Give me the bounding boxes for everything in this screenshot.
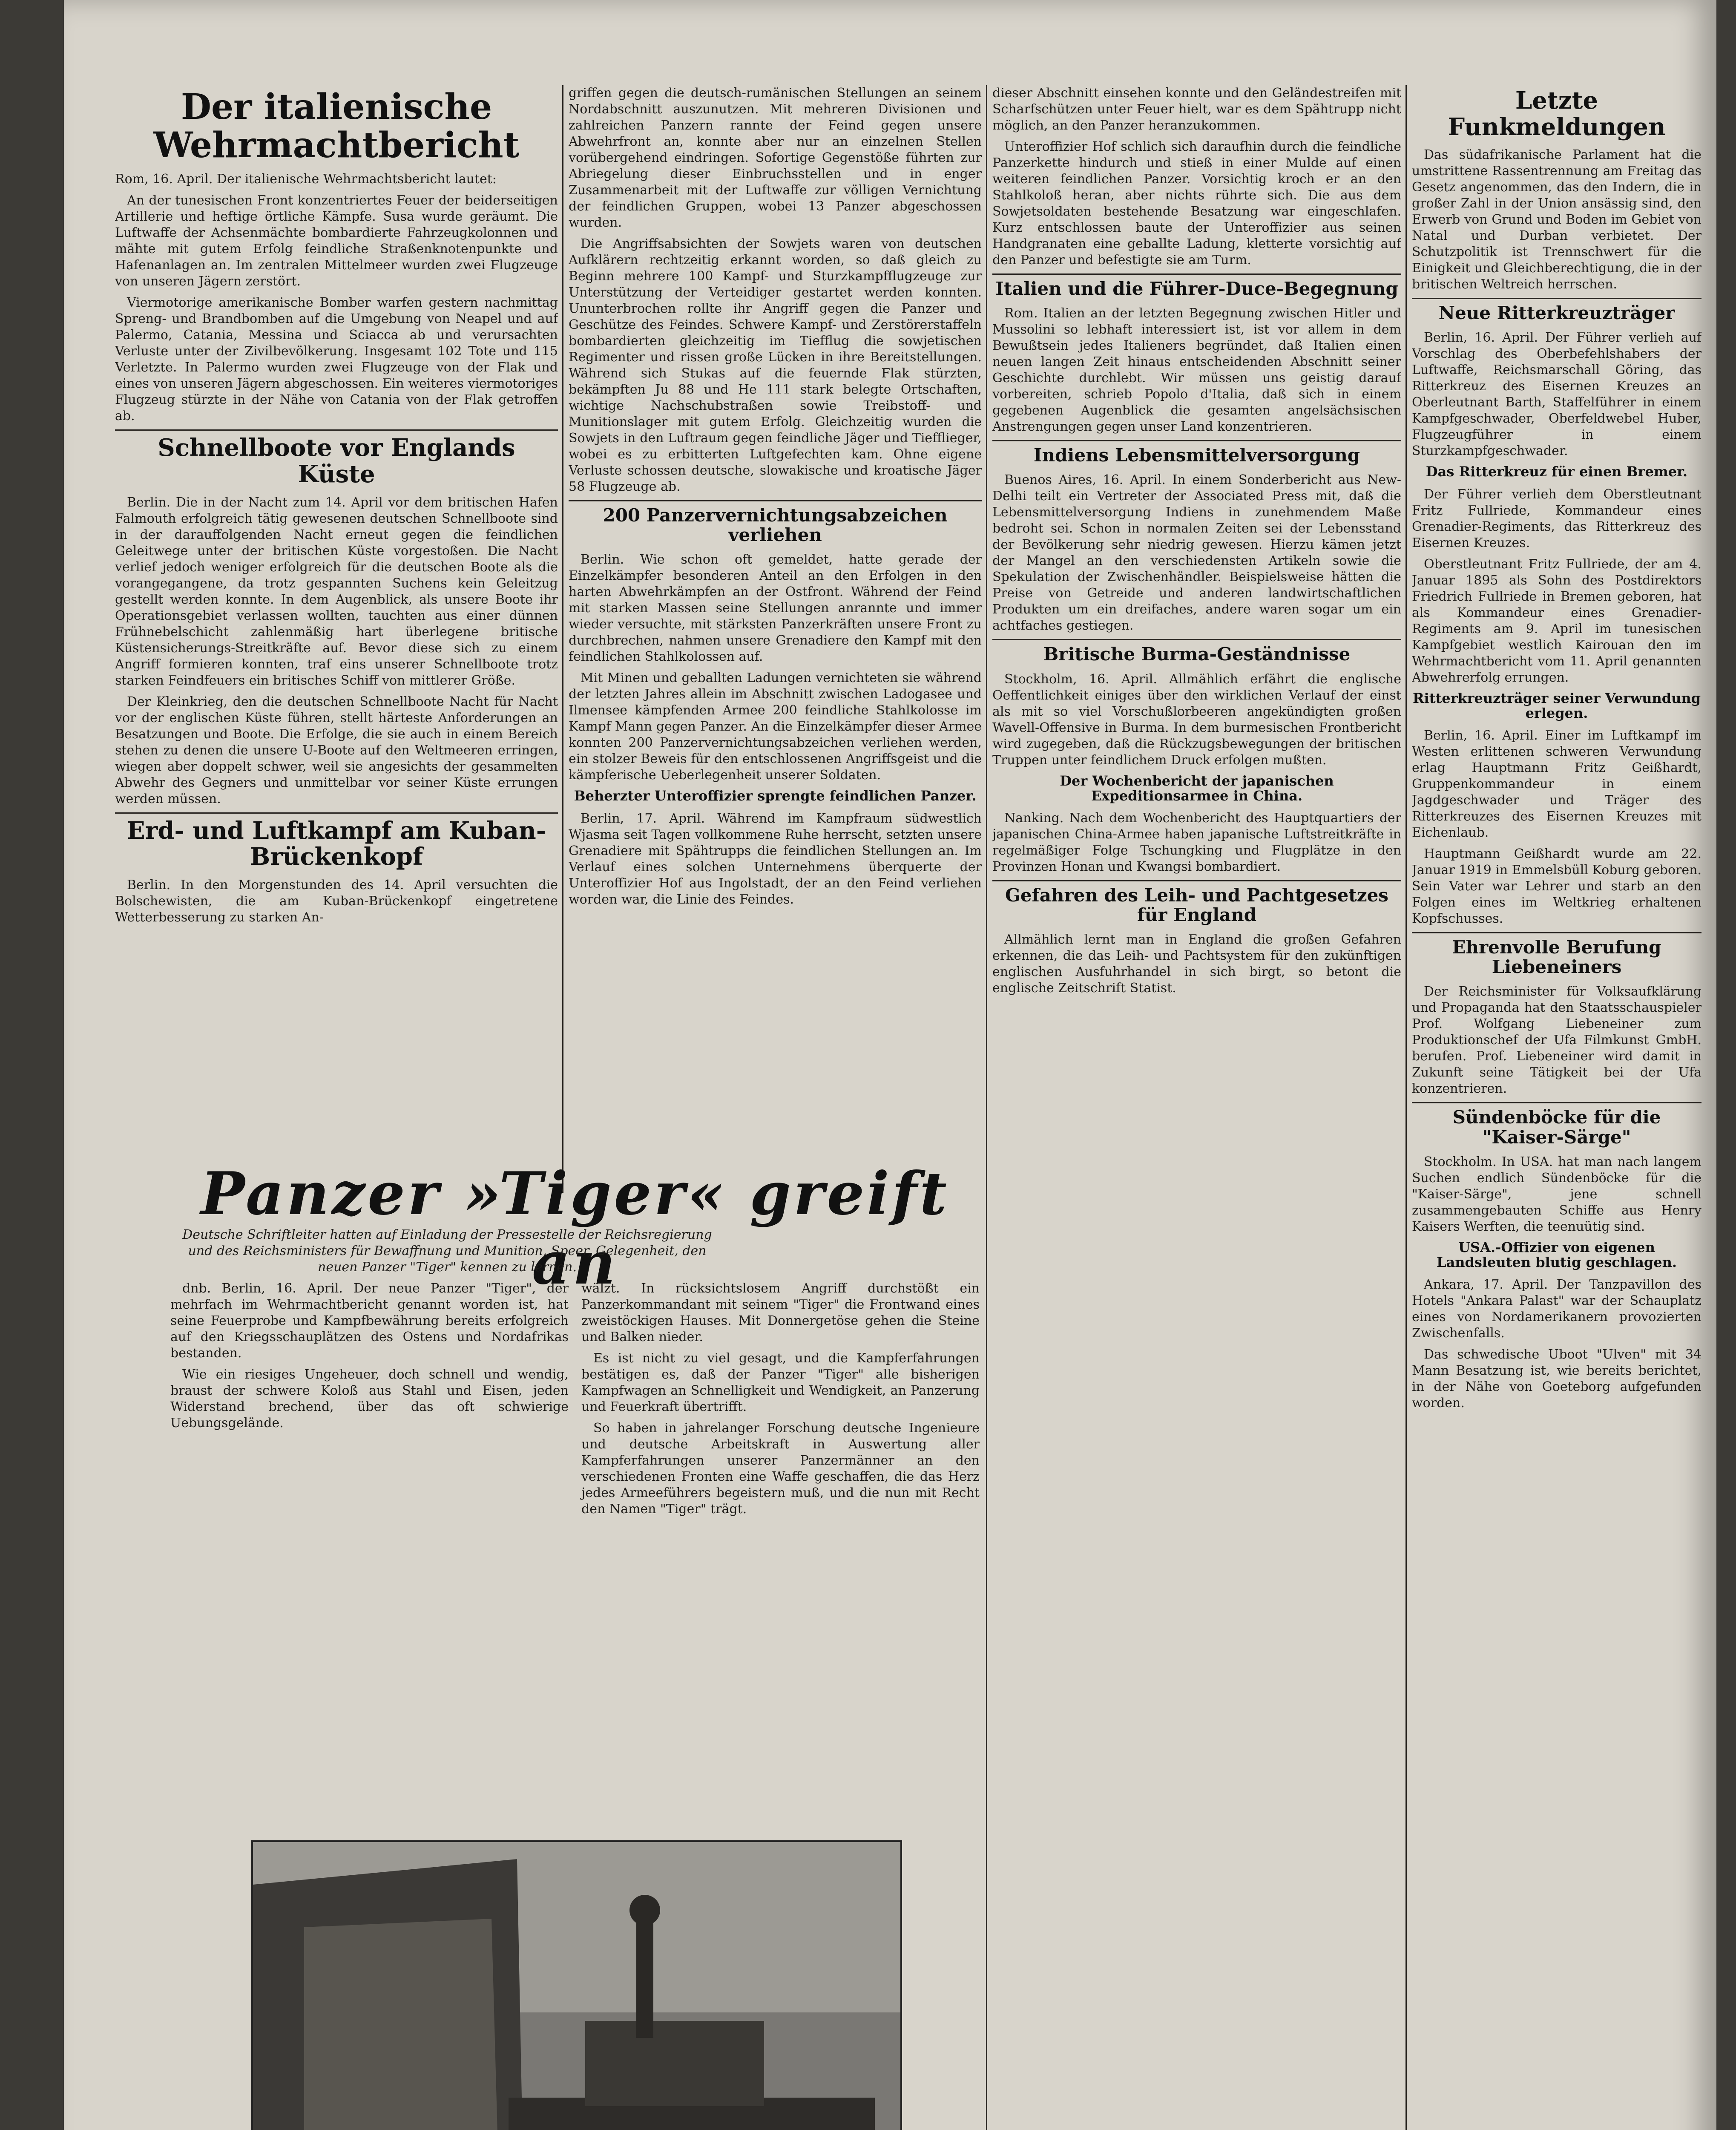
article-paragraph: griffen gegen die deutsch-rumänischen Stellungen an seinem Nordabschnitt auszunutzen. Mit mehreren Divisionen und zahlreichen Panzern rannte der Feind gegen unsere Abwehrfront an, konnte aber nur an einzelnen Stellen vorübergehend eindringen. Sofortige Gegenstöße führten zur Abriegelung dieser Einbruchsstellen und in enger Zusammenarbeit mit der Luftwaffe zur völligen Vernichtung der feindlichen Gruppen, wobei 13 Panzer abgeschossen wurden. [569, 86, 982, 230]
divider [1412, 932, 1702, 933]
tiger-intro: Deutsche Schriftleiter hatten auf Einladung der Pressestelle der Reichsregierung und des Reichsministers für Bewaffnung und Munition, Speer, Gelegenheit, den neuen Panzer "Tiger" kennen zu lernen. [182, 1227, 712, 1275]
column-rule [562, 85, 563, 1193]
tiger-tank-photo [251, 1840, 902, 2130]
article-paragraph: Berlin. Wie schon oft gemeldet, hatte gerade der Einzelkämpfer besonderen Anteil an den Erfolgen in den harten Abwehrkämpfen an der Ostfront. Während der Feind mit starken Massen seine Stellungen anrannte und immer wieder versuchte, mit stärksten Panzerkräften unsere Front zu durchbrechen, nahmen unsere Grenadiere den Kampf mit den feindlichen Stahlkolossen auf. [569, 552, 982, 665]
article-paragraph: Unteroffizier Hof schlich sich daraufhin durch die feindliche Panzerkette hindurch und stieß in einer Mulde auf einen weiteren feindlichen Panzer. Vorsichtig kroch er an den Stahlkoloß heran, aber nichts rührte sich. Die aus dem Sowjetsoldaten bestehende Besatzung war eingeschlafen. Kurz entschlossen baute der Unteroffizier aus seinen Handgranaten eine geballte Ladung, kletterte vorsichtig auf den Panzer und befestigte sie am Turm. [992, 139, 1401, 268]
article-paragraph: Berlin, 17. April. Während im Kampfraum südwestlich Wjasma seit Tagen vollkommene Ruhe herrscht, setzten unsere Grenadiere mit Spähtrupps die feindlichen Stellungen an. Im Verlauf eines solchen Unternehmens überquerte der Unteroffizier Hof aus Ingolstadt, der an den Feind verliehen worden war, die Linie des Feindes. [569, 811, 982, 907]
article-paragraph: Die Angriffsabsichten der Sowjets waren von deutschen Aufklärern rechtzeitig erkannt worden, so daß gleich zu Beginn mehrere 100 Kampf- und Sturzkampfflugzeuge zur Unterstützung der Verteidiger gestartet werden konnten. Ununterbrochen rollte ihr Angriff gegen die Panzer und Geschütze des Feindes. Schwere Kampf- und Zerstörerstaffeln bombardierten gleichzeitig im Tiefflug die sowjetischen Regimenter und rissen große Lücken in ihre Bereitstellungen. Während sich Stukas auf die feuernde Flak stürzten, bekämpften Ju 88 und He 111 stark belegte Ortschaften, wichtige Nachschubstraßen sowie Treibstoff- und Munitionslager mit gutem Erfolg. Gleichzeitig wurden die Sowjets in den Luftraum gegen feindliche Jäger und Tiefflieger, wobei es zu erbitterten Luftgefechten kam. Ohne eigene Verluste schossen deutsche, slowakische und kroatische Jäger 58 Flugzeuge ab. [569, 236, 982, 494]
headline-tiger: Panzer »Tiger« greift an [201, 1159, 949, 1298]
article-paragraph: Berlin, 16. April. Einer im Luftkampf im Westen erlittenen schweren Verwundung erlag Hauptmann Fritz Geißhardt, Gruppenkommandeur in einem Jagdgeschwader und Träger des Ritterkreuzes des Eisernen Kreuzes mit Eichenlaub. [1412, 728, 1702, 840]
column-rule [1405, 85, 1407, 2130]
article-paragraph: Stockholm, 16. April. Allmählich erfährt die englische Oeffentlichkeit einiges über den wirklichen Verlauf der einst als mit so viel Vorschußlorbeeren angekündigten großen Wavell-Offensive in Burma. In dem burmesischen Frontbericht wird zugegeben, daß die Rückzugsbewegungen der britischen Truppen unter feindlichem Druck erfolgen mußten. [992, 671, 1401, 768]
article-paragraph: Das schwedische Uboot "Ulven" mit 34 Mann Besatzung ist, wie bereits berichtet, in der Nähe von Goeteborg aufgefunden worden. [1412, 1347, 1702, 1411]
article-paragraph: Es ist nicht zu viel gesagt, und die Kampferfahrungen bestätigen es, daß der Panzer "Tiger" alle bisherigen Kampfwagen an Schnelligkeit und Wendigkeit, an Panzerung und Feuerkraft übertrifft. [581, 1351, 980, 1414]
article-paragraph: Nanking. Nach dem Wochenbericht des Hauptquartiers der japanischen China-Armee haben japanische Luftstreitkräfte in regelmäßiger Folge Tschungking und Flugplätze in den Provinzen Honan und Kwangsi bombardiert. [992, 810, 1401, 874]
headline-leih-pacht: Gefahren des Leih- und Pachtgesetzes für England [1005, 884, 1388, 926]
headline-unteroffizier: Beherzter Unteroffizier sprengte feindlichen Panzer. [574, 788, 977, 804]
headline-panzervernichtung: 200 Panzervernichtungsabzeichen verliehen [603, 505, 948, 546]
tank-image [253, 1842, 900, 2130]
tiger-article [170, 1227, 980, 1832]
divider [992, 440, 1401, 441]
column-3 [992, 85, 1401, 2130]
headline-ritterkreuztraeger: Neue Ritterkreuzträger [1438, 302, 1675, 324]
column-4 [1412, 85, 1702, 2130]
article-paragraph: dnb. Berlin, 16. April. Der neue Panzer "Tiger", der mehrfach im Wehrmachtbericht genannt worden ist, hat seine Feuerprobe und Kampfbewährung bereits erfolgreich auf den Kriegsschauplätzen des Ostens und Nordafrikas bestanden. [170, 1281, 569, 1361]
divider [992, 273, 1401, 275]
divider [115, 429, 558, 431]
article-paragraph: wälzt. In rücksichtslosem Angriff durchstößt ein Panzerkommandant mit seinem "Tiger" die Frontwand eines zweistöckigen Hauses. Mit Donnergetöse gehen die Steine und Balken nieder. [581, 1281, 980, 1344]
divider [115, 812, 558, 814]
article-paragraph: Mit Minen und geballten Ladungen vernichteten sie während der letzten Jahres allein im Abschnitt zwischen Ladogasee und Ilmensee kämpfenden Armee 200 feindliche Stahlkolosse im Kampf Mann gegen Panzer. An die Einzelkämpfer dieser Armee konnten 200 Panzervernichtungsabzeichen verliehen werden, ein stolzer Beweis für den entschlossenen Angriffsgeist und die kämpferische Ueberlegenheit unserer Soldaten. [569, 671, 982, 783]
headline-usa-offizier: USA.-Offizier von eigenen Landsleuten blutig geschlagen. [1437, 1239, 1677, 1270]
article-paragraph: Berlin. Die in der Nacht zum 14. April vor dem britischen Hafen Falmouth erfolgreich tätig gewesenen deutschen Schnellboote sind in der darauffolgenden Nacht erneut gegen die feindlichen Geleitwege unter der britischen Küste vorgestoßen. Die Nacht verlief jedoch weniger erfolgreich für die deutschen Boote als die vorangegangene, da trotz gespannten Suchens kein Geleitzug gestellt werden konnte. In dem Augenblick, als unsere Boote ihr Operationsgebiet verlassen wollten, tauchten aus einer dünnen Frühnebelschicht zahlenmäßig hart überlegene britische Küstensicherungs-Streitkräfte auf. Bevor diese sich zu einem Angriff formieren konnten, traf eins unserer Schnellboote trotz starken Feindfeuers ein britisches Schiff von mittlerer Größe. [115, 495, 558, 688]
article-paragraph: Der Kleinkrieg, den die deutschen Schnellboote Nacht für Nacht vor der englischen Küste führen, stellt härteste Anforderungen an Besatzungen und Boote. Die Erfolge, die sie auch in einem Bereich stehen zu denen die unsere U-Boote auf den Weltmeeren erringen, wiegen aber doppelt schwer, weil sie angesichts der gesammelten Abwehr des Gegners und unmittelbar vor seiner Küste errungen werden müssen. [115, 694, 558, 806]
article-intro: Rom, 16. April. Der italienische Wehrmachtsbericht lautet: [115, 172, 497, 187]
column-2 [569, 85, 982, 1201]
column-1 [115, 85, 558, 1201]
article-paragraph: Der Reichsminister für Volksaufklärung und Propaganda hat den Staatsschauspieler Prof. Wolfgang Liebeneiner zum Produktionschef der Ufa Filmkunst GmbH. berufen. Prof. Liebeneiner wird damit in Zukunft seine Tätigkeit bei der Ufa konzentrieren. [1412, 984, 1702, 1097]
article-paragraph: Viermotorige amerikanische Bomber warfen gestern nachmittag Spreng- und Brandbomben auf die Umgebung von Neapel und auf Palermo, Catania, Messina und Sciacca ab und verursachten Verluste unter der Zivilbevölkerung. Insgesamt 102 Tote und 115 Verletzte. In Palermo wurden zwei Flugzeuge von der Flak und eines von unseren Jägern abgeschossen. Ein weiteres viermotoriges Flugzeug stürzte in der Nähe von Catania von der Flak getroffen ab. [115, 295, 558, 424]
article-paragraph: Wie ein riesiges Ungeheuer, doch schnell und wendig, braust der schwere Koloß aus Stahl und Eisen, jeden Widerstand brechend, über das oft schwierige Uebungsgelände. [170, 1367, 569, 1431]
article-paragraph: Allmählich lernt man in England die großen Gefahren erkennen, die das Leih- und Pachtsystem für den zukünftigen englischen Ausfuhrhandel in sich birgt, so betont die englische Zeitschrift Statist. [992, 932, 1401, 996]
divider [1412, 298, 1702, 299]
headline-kuban: Erd- und Luftkampf am Kuban-Brückenkopf [127, 816, 546, 871]
article-paragraph: Rom. Italien an der letzten Begegnung zwischen Hitler und Mussolini so lebhaft interessiert ist, ist vor allem in dem Bewußtsein jedes Italieners begründet, daß Italien einen neuen langen Zeit hinaus entscheidenden Abschnitt seiner Geschichte durchlebt. Wir müssen uns geistig darauf vorbereiten, schrieb Popolo d'Italia, daß sich in einem gegebenen Augenblick die gesamten angelsächsischen Anstrengungen gegen unser Land konzentrieren. [992, 306, 1401, 435]
article-paragraph: Das südafrikanische Parlament hat die umstrittene Rassentrennung am Freitag das Gesetz angenommen, das den Indern, die in großer Zahl in der Union ansässig sind, den Erwerb von Grund und Boden im Gebiet von Natal und Durban verbietet. Der Schutzpolitik ist Trennschwert für die Einigkeit und Gleichberechtigung, die in der britischen Weltreich herrschen. [1412, 147, 1702, 292]
headline-verwundung: Ritterkreuzträger seiner Verwundung erlegen. [1412, 690, 1701, 721]
headline-schnellboote: Schnellboote vor Englands Küste [158, 434, 515, 488]
article-paragraph: Berlin, 16. April. Der Führer verlieh auf Vorschlag des Oberbefehlshabers der Luftwaffe, Reichsmarschall Göring, das Ritterkreuz des Eisernen Kreuzes an Oberleutnant Barth, Staffelführer in einem Kampfgeschwader, Oberfeldwebel Huber, Flugzeugführer in einem Sturzkampfgeschwader. [1412, 330, 1702, 459]
headline-indien: Indiens Lebensmittelversorgung [1033, 445, 1360, 466]
divider [992, 880, 1401, 881]
article-paragraph: Stockholm. In USA. hat man nach langem Suchen endlich Sündenböcke für die "Kaiser-Särge", jene schnell zusammengebauten Schiffe aus Henry Kaisers Werften, die teenuütig sind. [1412, 1154, 1702, 1234]
headline-bremer: Das Ritterkreuz für einen Bremer. [1426, 463, 1688, 480]
headline-wehrmachtbericht: Der italienische Wehrmachtbericht [153, 86, 520, 166]
article-paragraph: dieser Abschnitt einsehen konnte und den Geländestreifen mit Scharfschützen unter Feuer hielt, war es dem Spähtrupp nicht möglich, an den Panzer heranzukommen. [992, 86, 1401, 133]
divider [1412, 1102, 1702, 1103]
article-paragraph: So haben in jahrelanger Forschung deutsche Ingenieure und deutsche Arbeitskraft in Auswertung aller Kampferfahrungen unserer Panzermänner an den verschiedenen Fronten eine Waffe geschaffen, die das Herz jedes Armeeführers begeistern muß, und die nun mit Recht den Namen "Tiger" trägt. [581, 1421, 980, 1517]
article-paragraph: Buenos Aires, 16. April. In einem Sonderbericht aus New-Delhi teilt ein Vertreter der Associated Press mit, daß die Lebensmittelversorgung Indiens in zunehmendem Maße bedroht sei. Schon in normalen Zeiten sei der Lebensstand der Bevölkerung sehr niedrig gewesen. Hierzu kämen jetzt der Mangel an den verschiedensten Artikeln sowie die Spekulation der Zwischenhändler. Beispielsweise hätten die Preise von Getreide und anderen landwirtschaftlichen Produkten um ein dreifaches, andere waren sogar um ein achtfaches gestiegen. [992, 472, 1401, 633]
article-paragraph: Ankara, 17. April. Der Tanzpavillon des Hotels "Ankara Palast" war der Schauplatz eines von Nordamerikanern provozierten Zwischenfalls. [1412, 1277, 1702, 1341]
headline-fuehrer-duce: Italien und die Führer-Duce-Begegnung [995, 278, 1398, 299]
article-paragraph: Hauptmann Geißhardt wurde am 22. Januar 1919 in Emmelsbüll Koburg geboren. Sein Vater war Lehrer und starb an den Folgen eines im Weltkrieg erhaltenen Kopfschusses. [1412, 846, 1702, 926]
article-paragraph: Berlin. In den Morgenstunden des 14. April versuchten die Bolschewisten, die am Kuban-Brückenkopf eingetretene Wetterbesserung zu starken An- [115, 877, 558, 925]
article-paragraph: An der tunesischen Front konzentriertes Feuer der beiderseitigen Artillerie und heftige örtliche Kämpfe. Susa wurde geräumt. Die Luftwaffe der Achsenmächte bombardierte Fahrzeugkolonnen und mähte mit gutem Erfolg feindliche Straßenknotenpunkte und Hafenanlagen an. Im zentralen Mittelmeer wurden zwei Flugzeuge von unseren Jägern zerstört. [115, 193, 558, 289]
article-paragraph: Der Führer verlieh dem Oberstleutnant Fritz Fullriede, Kommandeur eines Grenadier-Regiments, das Ritterkreuz des Eisernen Kreuzes. [1412, 486, 1702, 550]
newspaper-page [64, 0, 1716, 2130]
article-paragraph: Oberstleutnant Fritz Fullriede, der am 4. Januar 1895 als Sohn des Postdirektors Friedrich Fullriede in Bremen geboren, hat als Kommandeur eines Grenadier-Regiments am 9. April im tunesischen Kampfgebiet westlich Kairouan den im Wehrmachtbericht vom 11. April genannten Abwehrerfolg errungen. [1412, 556, 1702, 685]
headline-kaiser-saerge: Sündenböcke für die "Kaiser-Särge" [1452, 1107, 1661, 1148]
headline-burma: Britische Burma-Geständnisse [1043, 644, 1351, 665]
divider [992, 639, 1401, 640]
headline-liebeneiner: Ehrenvolle Berufung Liebeneiners [1452, 936, 1661, 978]
headline-japan-china: Der Wochenbericht der japanischen Expeditionsarmee in China. [1060, 772, 1334, 804]
column-rule [986, 85, 987, 2130]
divider [569, 500, 982, 501]
headline-funkmeldungen: Letzte Funkmeldungen [1448, 86, 1666, 141]
